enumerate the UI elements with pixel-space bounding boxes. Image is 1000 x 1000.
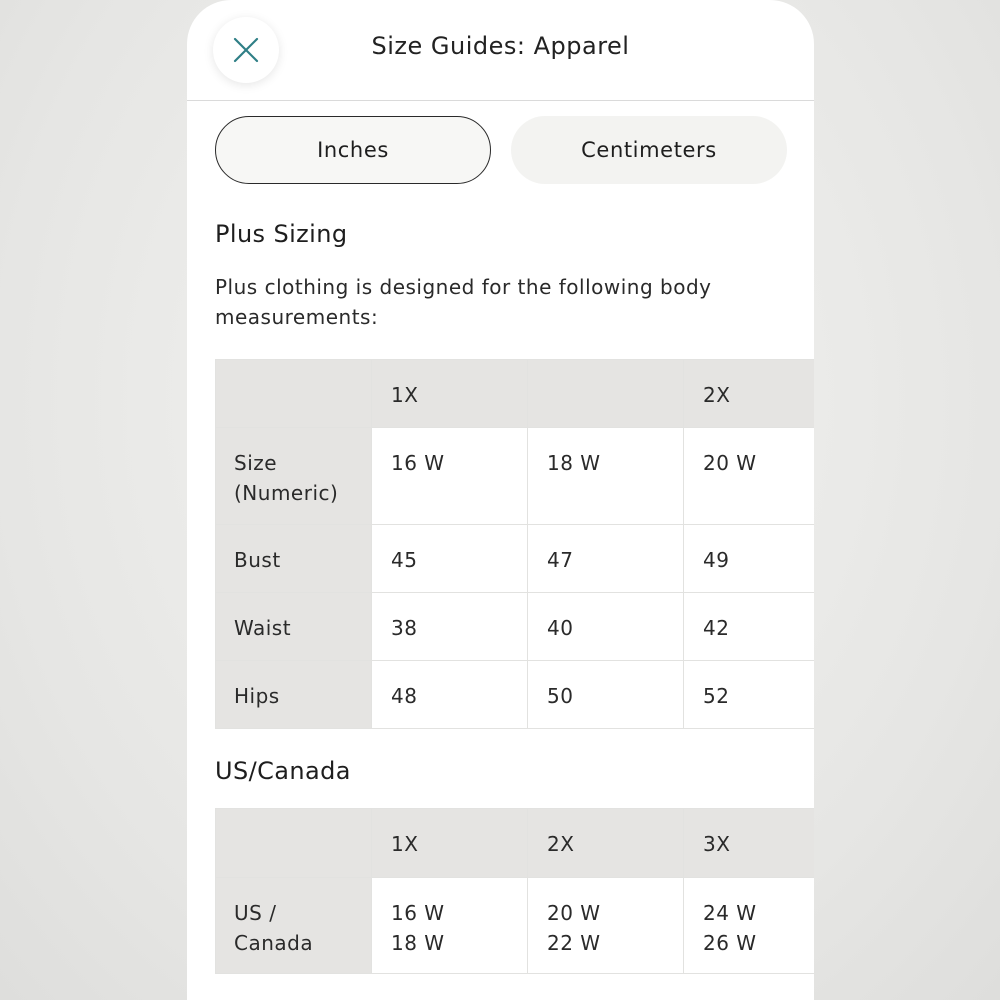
cell-line: 20 W <box>547 901 601 925</box>
table-cell: 42 <box>684 593 815 661</box>
row-label: Bust <box>216 525 372 593</box>
cell-line: 26 W <box>703 931 757 955</box>
table-row <box>216 593 815 661</box>
us-canada-table <box>215 808 814 974</box>
row-label: Hips <box>216 661 372 729</box>
table-cell: 38 <box>372 593 528 661</box>
table-cell: 52 <box>684 661 815 729</box>
header <box>187 0 814 101</box>
size-guide-sheet <box>187 0 814 1000</box>
plus-sizing-table <box>215 359 814 729</box>
us-canada-title: US/Canada <box>215 757 351 785</box>
table-cell: 18 W <box>528 428 684 525</box>
table-corner-cell <box>216 809 372 878</box>
plus-sizing-description: Plus clothing is designed for the following body measurements: <box>215 275 712 329</box>
row-label <box>216 878 372 974</box>
table-row <box>216 428 815 525</box>
row-label: Waist <box>216 593 372 661</box>
table-row <box>216 878 815 974</box>
column-header: 3X <box>684 809 815 878</box>
page-title: Size Guides: Apparel <box>371 32 630 60</box>
table-cell: 48 <box>372 661 528 729</box>
cell-line: 18 W <box>391 931 445 955</box>
table-cell: 40 <box>528 593 684 661</box>
table-cell <box>528 878 684 974</box>
cell-line: 22 W <box>547 931 601 955</box>
cell-line: 24 W <box>703 901 757 925</box>
table-header-row <box>216 809 815 878</box>
column-header: 2X <box>684 360 815 428</box>
table-corner-cell <box>216 360 372 428</box>
row-label-line: Canada <box>234 931 314 955</box>
column-header: 1X <box>372 809 528 878</box>
unit-toggle <box>215 116 787 184</box>
table-cell: 49 <box>684 525 815 593</box>
table-cell: 16 W <box>372 428 528 525</box>
table-row <box>216 661 815 729</box>
table-cell <box>684 878 815 974</box>
table-row <box>216 525 815 593</box>
table-cell: 20 W <box>684 428 815 525</box>
plus-sizing-title: Plus Sizing <box>215 220 348 248</box>
column-header: 1X <box>372 360 528 428</box>
column-header: 2X <box>528 809 684 878</box>
row-label: Size (Numeric) <box>216 428 372 525</box>
table-cell: 45 <box>372 525 528 593</box>
inches-button[interactable]: Inches <box>215 116 491 184</box>
table-header-row <box>216 360 815 428</box>
cell-line: 16 W <box>391 901 445 925</box>
table-cell: 50 <box>528 661 684 729</box>
table-cell <box>372 878 528 974</box>
column-header <box>528 360 684 428</box>
row-label-line: US / <box>234 901 277 925</box>
centimeters-button[interactable]: Centimeters <box>511 116 787 184</box>
table-cell: 47 <box>528 525 684 593</box>
